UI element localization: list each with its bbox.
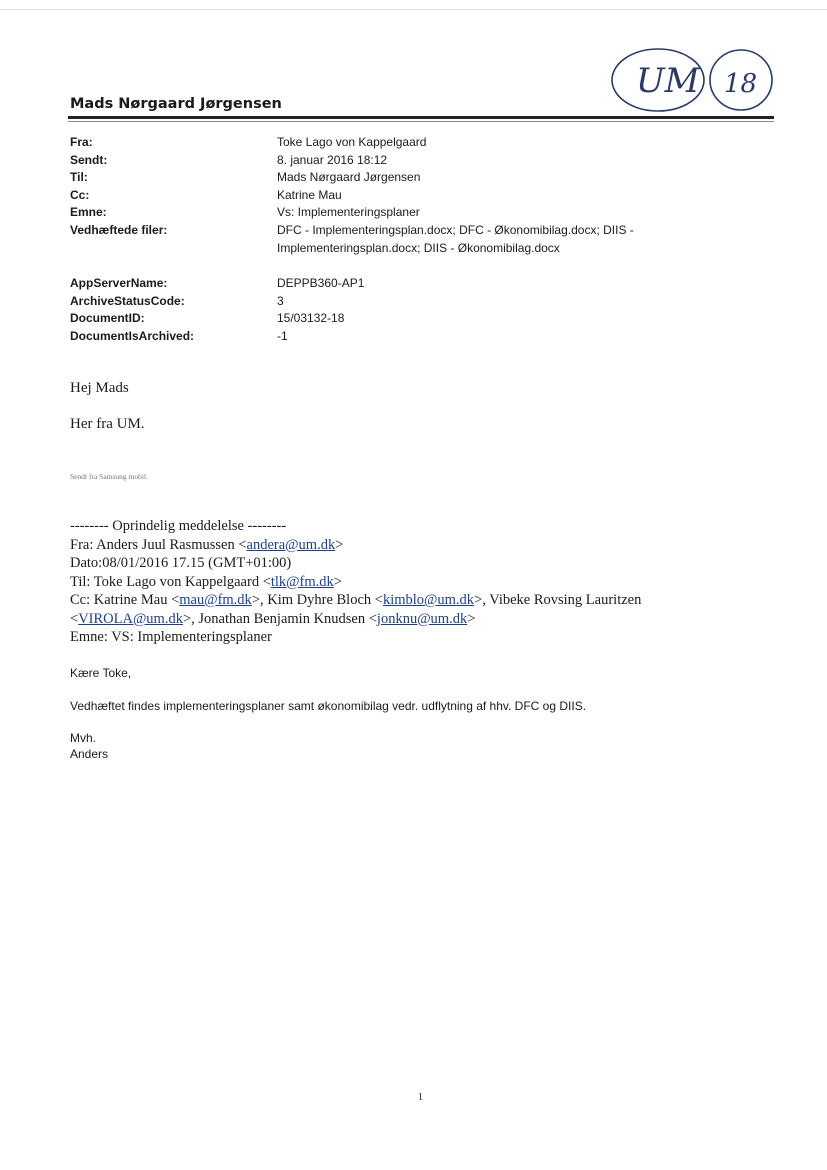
meta-label-documentid: DocumentID: bbox=[70, 311, 145, 326]
original-subject-line: Emne: VS: Implementeringsplaner bbox=[70, 629, 272, 645]
stamp-um-text: UM bbox=[636, 61, 700, 101]
field-label-subject: Emne: bbox=[70, 205, 107, 220]
body-sender: Anders bbox=[70, 747, 109, 761]
meta-value-archivestatuscode: 3 bbox=[277, 293, 284, 308]
meta-value-documentid: 15/03132-18 bbox=[277, 311, 345, 326]
original-separator: -------- Oprindelig meddelelse -------- bbox=[70, 518, 287, 534]
original-to-line: Til: Toke Lago von Kappelgaard <tlk@fm.dk> bbox=[70, 573, 342, 590]
email-link-virola[interactable]: VIROLA@um.dk bbox=[78, 610, 183, 627]
field-value-from: Toke Lago von Kappelgaard bbox=[277, 135, 427, 149]
email-link-jonknu[interactable]: jonknu@um.dk bbox=[376, 610, 468, 627]
body-closing: Mvh. bbox=[70, 731, 97, 745]
email-link-tlk[interactable]: tlk@fm.dk bbox=[270, 573, 334, 590]
um-18-handwritten-stamp bbox=[608, 44, 778, 122]
stamp-number-text: 18 bbox=[724, 69, 758, 99]
meta-label-appservername: AppServerName: bbox=[70, 276, 168, 290]
field-value-subject: Vs: Implementeringsplaner bbox=[277, 205, 420, 220]
meta-label-documentisarchived: DocumentIsArchived: bbox=[70, 328, 195, 343]
page-number: 1 bbox=[418, 1092, 423, 1103]
email-link-kimblo[interactable]: kimblo@um.dk bbox=[382, 592, 475, 608]
original-from-line: Fra: Anders Juul Rasmussen <andera@um.dk> bbox=[70, 536, 344, 553]
original-from-text: Fra: Anders Juul Rasmussen < bbox=[70, 536, 247, 553]
field-value-cc: Katrine Mau bbox=[277, 187, 342, 202]
field-label-to: Til: bbox=[70, 170, 88, 185]
reply-greeting: Hej Mads bbox=[70, 380, 129, 396]
page-top-edge bbox=[0, 0, 827, 10]
header-rule-thick bbox=[68, 116, 774, 119]
original-cc-line-cont: <VIROLA@um.dk>, Jonathan Benjamin Knudsen <jonknu@um.dk> bbox=[70, 610, 476, 627]
body-salutation: Kære Toke, bbox=[70, 666, 132, 680]
meta-value-appservername: DEPPB360-AP1 bbox=[277, 276, 365, 290]
field-value-attachments-cont: Implementeringsplan.docx; DIIS - Økonomibilag.docx bbox=[277, 240, 560, 255]
field-label-from: Fra: bbox=[70, 135, 93, 149]
field-label-sent: Sendt: bbox=[70, 152, 108, 167]
meta-value-documentisarchived: -1 bbox=[277, 328, 288, 343]
original-cc-text: Cc: Katrine Mau < bbox=[70, 592, 180, 608]
body-text: Vedhæftet findes implementeringsplaner samt økonomibilag vedr. udflytning af hhv. DFC og DIIS. bbox=[70, 699, 587, 713]
field-label-attachments: Vedhæftede filer: bbox=[70, 223, 168, 237]
original-date-line: Dato:08/01/2016 17.15 (GMT+01:00) bbox=[70, 555, 292, 571]
mailbox-owner-name: Mads Nørgaard Jørgensen bbox=[70, 96, 282, 112]
field-value-to: Mads Nørgaard Jørgensen bbox=[277, 170, 421, 185]
email-link-mau[interactable]: mau@fm.dk bbox=[179, 592, 252, 608]
original-message-block bbox=[70, 517, 770, 647]
original-cc-line: Cc: Katrine Mau <mau@fm.dk>, Kim Dyhre Bloch <kimblo@um.dk>, Vibeke Rovsing Lauritzen bbox=[70, 592, 642, 608]
field-value-attachments: DFC - Implementeringsplan.docx; DFC - Økonomibilag.docx; DIIS - bbox=[277, 223, 634, 237]
reply-line: Her fra UM. bbox=[70, 416, 145, 432]
meta-label-archivestatuscode: ArchiveStatusCode: bbox=[70, 293, 185, 308]
field-label-cc: Cc: bbox=[70, 187, 90, 202]
field-value-sent: 8. januar 2016 18:12 bbox=[277, 152, 388, 167]
email-link-andera[interactable]: andera@um.dk bbox=[246, 536, 336, 553]
mobile-signature: Sendt fra Samsung mobil. bbox=[70, 472, 148, 481]
original-to-text: Til: Toke Lago von Kappelgaard < bbox=[70, 573, 271, 590]
header-rule-thin bbox=[68, 121, 774, 122]
